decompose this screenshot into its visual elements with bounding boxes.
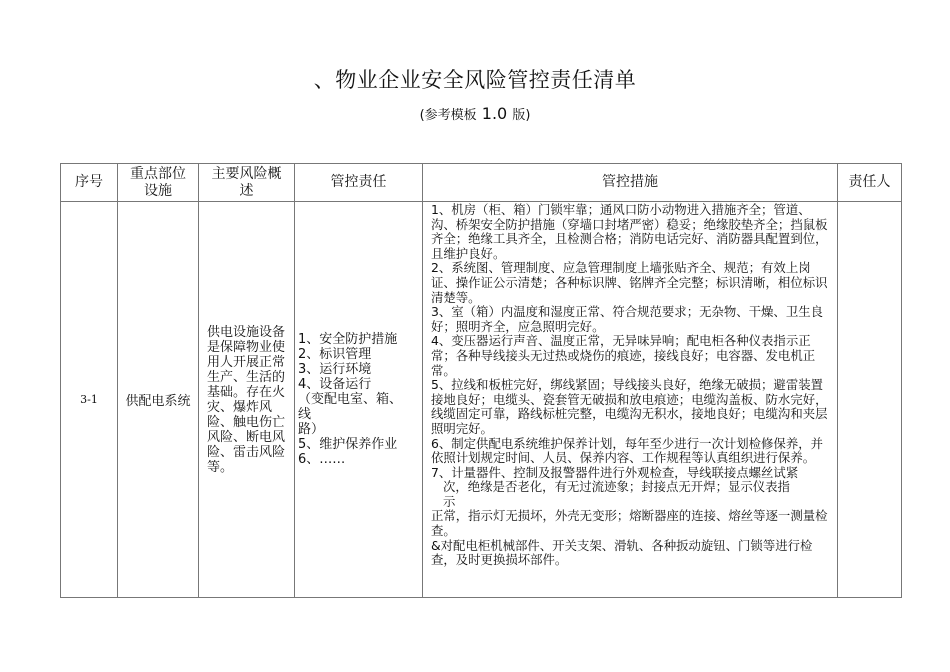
responsibility-item: 1、安全防护措施 — [298, 332, 398, 347]
cell-key-part: 供配电系统 — [118, 202, 199, 598]
document-subtitle — [0, 104, 950, 123]
measure-item: 2、系统图、管理制度、应急管理制度上墙张贴齐全、规范；有效上岗证、操作证公示清楚；各种标识牌、铭牌齐全完整；标识清晰，相位标识清楚等。 — [431, 260, 828, 305]
measure-item: 次，绝缘是否老化，有无过流迹象；封接点无开焊；显示仪表指 — [443, 479, 790, 495]
cell-seq: 3-1 — [61, 202, 118, 598]
responsibility-item: 5、维护保养作业 — [298, 437, 398, 452]
subtitle-suffix: 版) — [512, 108, 531, 123]
responsibility-item: 路） — [298, 422, 325, 437]
header-key-part-line2: 设施 — [144, 182, 172, 199]
header-key-part — [118, 164, 199, 202]
measure-item: 正常，指示灯无损坏，外壳无变形；熔断器座的连接、熔丝等逐一测量检查。 — [431, 508, 828, 539]
header-responsibility: 管控责任 — [295, 164, 423, 202]
header-owner: 责任人 — [838, 164, 902, 202]
measure-item: 4、变压器运行声音、温度正常，无异味异响；配电柜各种仪表指示正常；各种导线接头无过热或烧伤的痕迹，接线良好；电容器、发电机正常。 — [431, 333, 816, 378]
header-main-risk-line2: 述 — [239, 182, 254, 199]
responsibility-item: 6、…… — [298, 452, 346, 467]
header-main-risk-line1: 主要风险概 — [211, 165, 282, 182]
measures-list — [431, 203, 834, 597]
table-header-row — [61, 164, 902, 202]
responsibility-item: 2、标识管理 — [298, 347, 372, 362]
measure-item: 5、拉线和板桩完好，绑线紧固；导线接头良好，绝缘无破损；避雷装置接地良好；电缆头、瓷套管无破损和放电痕迹；电缆沟盖板、防水完好，线缆固定可靠，路线标桩完整，电缆沟无积水，接地良好；电缆沟和夹层照明完好。 — [431, 377, 828, 436]
responsibility-item: 线 — [298, 407, 312, 422]
measure-item: 6、制定供配电系统维护保养计划，每年至少进行一次计划检修保养，并依照计划规定时间、人员、保养内容、工作规程等认真组织进行保养。 — [431, 435, 823, 466]
risk-control-table — [60, 163, 902, 598]
measure-item: 示 — [443, 493, 456, 509]
cell-measures — [423, 202, 838, 598]
cell-responsibility — [295, 202, 423, 598]
table-row — [61, 202, 902, 598]
cell-main-risk: 供电设施设备是保障物业使用人开展正常生产、生活的基础。存在火灾、爆炸风险、触电伤亡风险、断电风险、雷击风险等。 — [199, 202, 295, 598]
measure-item: 1、机房（柜、箱）门锁牢靠；通风口防小动物进入措施齐全；管道、沟、桥架安全防护措施（穿墙口封堵严密）稳妥；绝缘胶垫齐全；挡鼠板齐全；绝缘工具齐全，且检测合格；消防电话完好、消防器具配置到位，且维护良好。 — [431, 203, 828, 261]
responsibility-item: 4、设备运行 — [298, 377, 372, 392]
document-title: 、物业企业安全风险管控责任清单 — [313, 68, 637, 92]
header-key-part-line1: 重点部位 — [130, 165, 186, 182]
header-measures: 管控措施 — [423, 164, 838, 202]
responsibility-item: 3、运行环境 — [298, 362, 372, 377]
measure-item: 3、室（箱）内温度和湿度正常、符合规范要求；无杂物、干燥、卫生良好；照明齐全，应急照明完好。 — [431, 304, 823, 334]
measure-item: &对配电柜机械部件、开关支架、滑轨、各种扳动旋钮、门锁等进行检查，及时更换损坏部件。 — [431, 537, 813, 568]
measure-item: 7、计量器件、控制及报警器件进行外观检查，导线联接点螺丝试紧 — [431, 464, 799, 480]
header-seq: 序号 — [61, 164, 118, 202]
header-main-risk — [199, 164, 295, 202]
responsibility-item: （变配电室、箱、 — [298, 392, 403, 407]
cell-owner — [838, 202, 902, 598]
subtitle-version: 1.0 — [476, 104, 513, 123]
subtitle-prefix: (参考模板 — [419, 108, 477, 123]
